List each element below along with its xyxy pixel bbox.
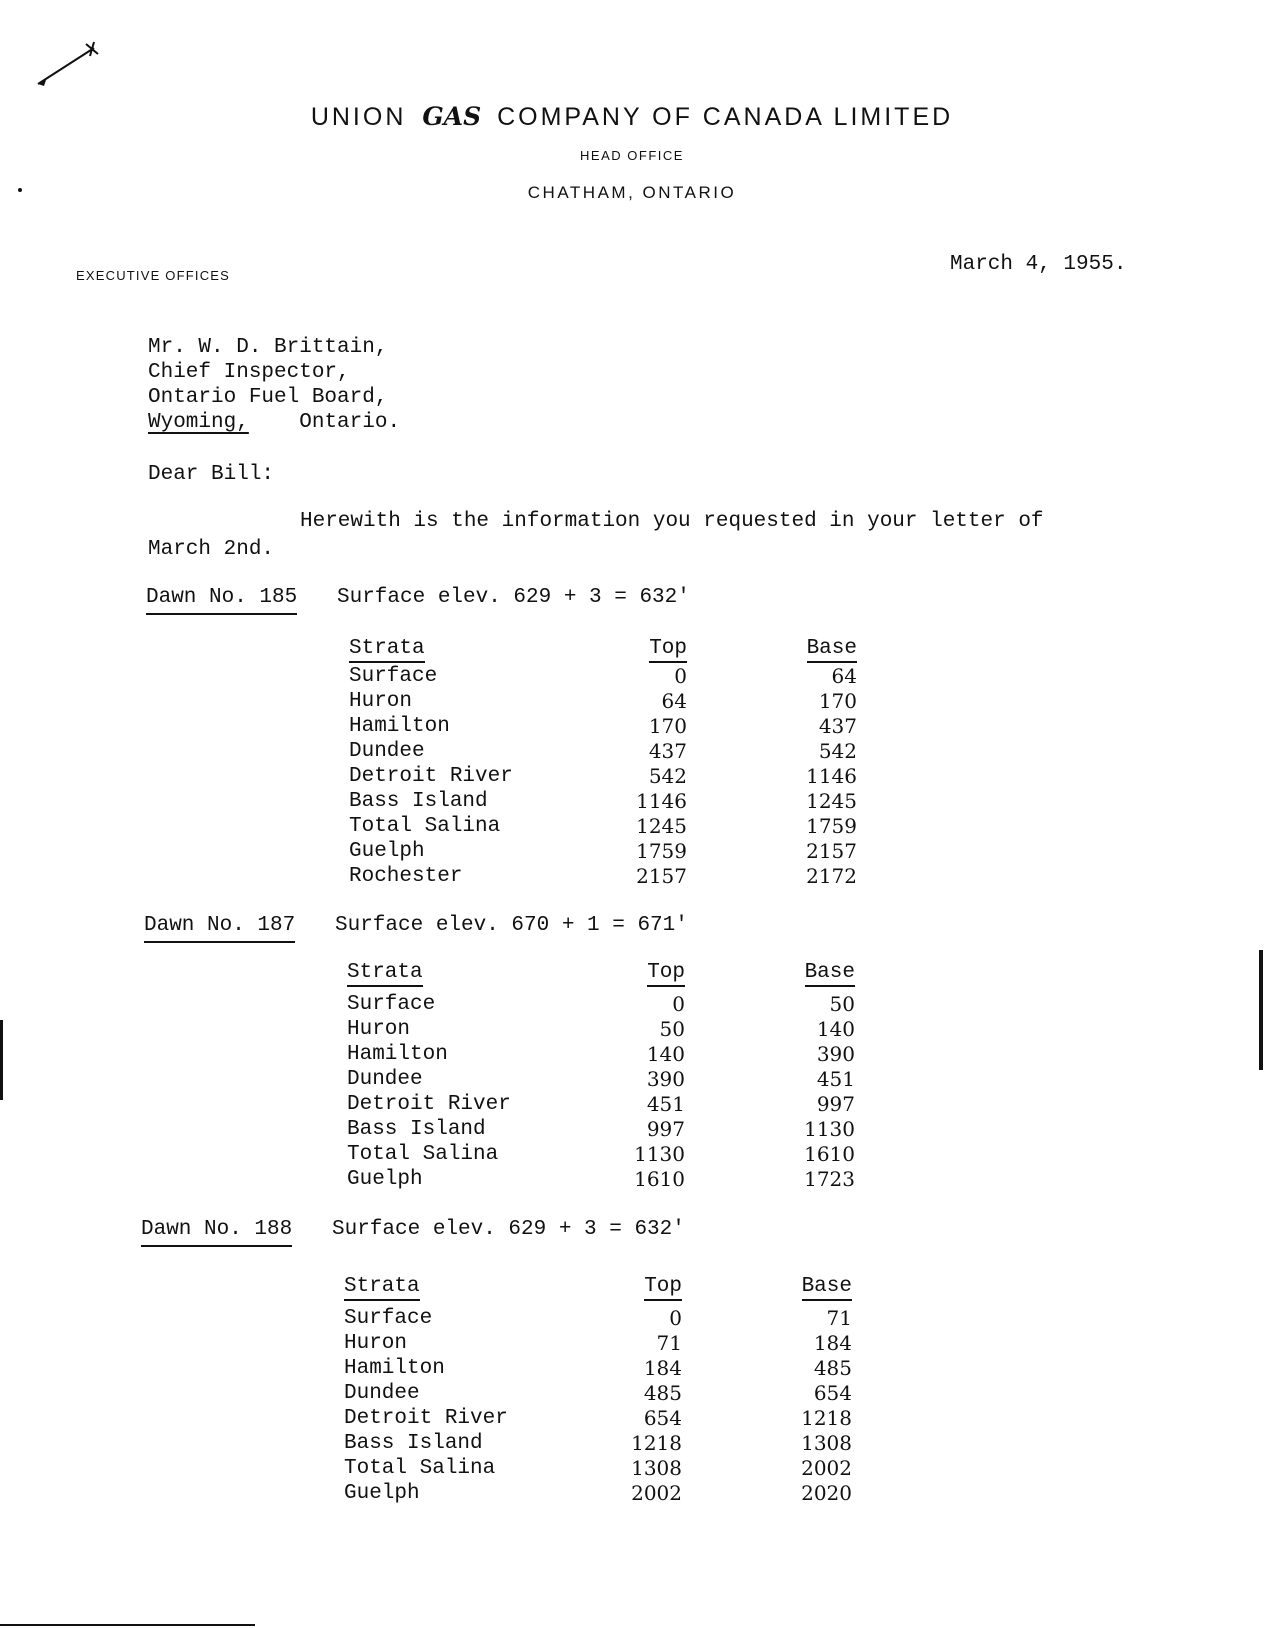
- surface-elevation-185: Surface elev. 629 + 3 = 632': [337, 586, 690, 609]
- table-row: [344, 1381, 852, 1406]
- strata-cell: Dundee: [344, 1382, 420, 1405]
- location-gap: [249, 411, 299, 434]
- body-line-1: Herewith is the information you requested in your letter of: [300, 510, 1044, 533]
- recipient-city: Wyoming,: [148, 411, 249, 434]
- base-cell: 437: [818, 714, 857, 738]
- top-cell: 390: [646, 1067, 685, 1091]
- base-cell: 1218: [801, 1406, 852, 1430]
- base-cell: 2002: [801, 1456, 852, 1480]
- company-logo: GAS: [422, 102, 482, 131]
- table-header: [349, 634, 857, 664]
- top-cell: 451: [646, 1092, 685, 1116]
- table-row: [344, 1406, 852, 1431]
- header-base: Base: [805, 961, 855, 987]
- base-cell: 50: [829, 992, 855, 1016]
- header-cell: [349, 634, 587, 664]
- header-top: Top: [644, 1275, 682, 1301]
- table-row: [349, 839, 857, 864]
- executive-offices-label: EXECUTIVE OFFICES: [76, 268, 231, 283]
- city-label: CHATHAM, ONTARIO: [527, 183, 737, 202]
- strata-cell: Detroit River: [347, 1093, 511, 1116]
- strata-cell: Detroit River: [349, 765, 513, 788]
- base-cell: 1723: [804, 1167, 855, 1191]
- header-cell: [685, 954, 855, 992]
- table-row: [347, 1167, 855, 1192]
- top-cell: 64: [661, 689, 687, 713]
- base-cell: 2020: [801, 1481, 852, 1505]
- base-cell: 71: [826, 1306, 852, 1330]
- well-title-187: Dawn No. 187: [144, 914, 295, 943]
- base-cell: 2157: [806, 839, 857, 863]
- header-strata: Strata: [347, 961, 423, 987]
- header-cell: [587, 634, 687, 664]
- strata-table-185: [349, 634, 857, 889]
- table-row: [344, 1331, 852, 1356]
- scan-edge-right: [1259, 950, 1263, 1070]
- salutation: Dear Bill:: [148, 463, 275, 486]
- well-title-185: Dawn No. 185: [146, 586, 297, 615]
- base-cell: 1610: [804, 1142, 855, 1166]
- header-base: Base: [802, 1275, 852, 1301]
- head-office-label: HEAD OFFICE: [580, 148, 684, 163]
- header-cell: [687, 634, 857, 664]
- top-cell: 1218: [631, 1431, 682, 1455]
- base-cell: 2172: [806, 864, 857, 888]
- strata-cell: Bass Island: [344, 1432, 483, 1455]
- strata-cell: Detroit River: [344, 1407, 508, 1430]
- table-row: [347, 1042, 855, 1067]
- table-header: [344, 1268, 852, 1306]
- top-cell: 2157: [636, 864, 687, 888]
- top-cell: 170: [648, 714, 687, 738]
- top-cell: 0: [669, 1306, 682, 1330]
- base-cell: 140: [816, 1017, 855, 1041]
- base-cell: 485: [813, 1356, 852, 1380]
- top-cell: 542: [648, 764, 687, 788]
- table-row: [349, 764, 857, 789]
- strata-cell: Surface: [344, 1307, 433, 1330]
- base-cell: 184: [813, 1331, 852, 1355]
- recipient-org: Ontario Fuel Board,: [148, 386, 388, 409]
- top-cell: 1130: [634, 1142, 685, 1166]
- base-cell: 1308: [801, 1431, 852, 1455]
- strata-table-188: [344, 1268, 852, 1506]
- recipient-location: [148, 411, 400, 434]
- header-cell: [582, 1268, 682, 1306]
- strata-cell: Huron: [347, 1018, 411, 1041]
- company-name: [0, 102, 1264, 132]
- table-header: [347, 954, 855, 992]
- strata-cell: Total Salina: [344, 1457, 496, 1480]
- header-cell: [344, 1268, 582, 1306]
- company-name-post: COMPANY OF CANADA LIMITED: [497, 103, 954, 131]
- strata-cell: Hamilton: [347, 1043, 448, 1066]
- strata-cell: Guelph: [344, 1482, 420, 1505]
- strata-cell: Dundee: [347, 1068, 423, 1091]
- header-strata: Strata: [344, 1275, 420, 1301]
- top-cell: 437: [648, 739, 687, 763]
- table-row: [344, 1306, 852, 1331]
- top-cell: 50: [659, 1017, 685, 1041]
- strata-cell: Rochester: [349, 865, 463, 888]
- strata-cell: Huron: [344, 1332, 408, 1355]
- top-cell: 997: [646, 1117, 685, 1141]
- table-row: [349, 689, 857, 714]
- strata-cell: Surface: [349, 665, 438, 688]
- top-cell: 2002: [631, 1481, 682, 1505]
- strata-cell: Hamilton: [344, 1357, 445, 1380]
- top-cell: 184: [643, 1356, 682, 1380]
- strata-cell: Total Salina: [347, 1143, 499, 1166]
- table-row: [344, 1356, 852, 1381]
- strata-cell: Hamilton: [349, 715, 450, 738]
- table-row: [349, 789, 857, 814]
- surface-elevation-188: Surface elev. 629 + 3 = 632': [332, 1218, 685, 1241]
- table-row: [347, 1142, 855, 1167]
- table-row: [349, 814, 857, 839]
- top-cell: 1610: [634, 1167, 685, 1191]
- base-cell: 451: [816, 1067, 855, 1091]
- header-cell: [585, 954, 685, 992]
- top-cell: 0: [674, 664, 687, 688]
- table-row: [349, 714, 857, 739]
- header-base: Base: [807, 637, 857, 663]
- header-top: Top: [647, 961, 685, 987]
- table-row: [344, 1456, 852, 1481]
- base-cell: 997: [816, 1092, 855, 1116]
- header-strata: Strata: [349, 637, 425, 663]
- scan-edge-bottom: [0, 1624, 255, 1626]
- strata-table-187: [347, 954, 855, 1192]
- header-cell: [682, 1268, 852, 1306]
- base-cell: 1245: [806, 789, 857, 813]
- strata-cell: Guelph: [349, 840, 425, 863]
- base-cell: 542: [818, 739, 857, 763]
- top-cell: 1759: [636, 839, 687, 863]
- letter-date: March 4, 1955.: [950, 253, 1127, 276]
- header-top: Top: [649, 637, 687, 663]
- top-cell: 485: [643, 1381, 682, 1405]
- company-name-pre: UNION: [310, 103, 407, 131]
- base-cell: 1146: [806, 764, 857, 788]
- base-cell: 64: [831, 664, 857, 688]
- table-row: [349, 664, 857, 689]
- table-row: [349, 739, 857, 764]
- strata-cell: Huron: [349, 690, 413, 713]
- scan-edge-left: [0, 1020, 3, 1100]
- surface-elevation-187: Surface elev. 670 + 1 = 671': [335, 914, 688, 937]
- strata-cell: Guelph: [347, 1168, 423, 1191]
- table-row: [347, 1092, 855, 1117]
- recipient-name: Mr. W. D. Brittain,: [148, 336, 388, 359]
- base-cell: 654: [813, 1381, 852, 1405]
- table-row: [347, 1117, 855, 1142]
- table-row: [349, 864, 857, 889]
- recipient-title: Chief Inspector,: [148, 361, 350, 384]
- well-title-188: Dawn No. 188: [141, 1218, 292, 1247]
- top-cell: 1308: [631, 1456, 682, 1480]
- strata-cell: Total Salina: [349, 815, 501, 838]
- table-row: [347, 1067, 855, 1092]
- top-cell: 654: [643, 1406, 682, 1430]
- table-row: [344, 1481, 852, 1506]
- table-row: [344, 1431, 852, 1456]
- top-cell: 1245: [636, 814, 687, 838]
- table-row: [347, 1017, 855, 1042]
- base-cell: 390: [816, 1042, 855, 1066]
- strata-cell: Bass Island: [347, 1118, 486, 1141]
- top-cell: 140: [646, 1042, 685, 1066]
- header-cell: [347, 954, 585, 992]
- strata-cell: Bass Island: [349, 790, 488, 813]
- strata-cell: Surface: [347, 993, 436, 1016]
- recipient-province: Ontario.: [299, 411, 401, 434]
- top-cell: 0: [672, 992, 685, 1016]
- base-cell: 1130: [804, 1117, 855, 1141]
- strata-cell: Dundee: [349, 740, 425, 763]
- body-line-2: March 2nd.: [148, 538, 275, 561]
- top-cell: 1146: [636, 789, 687, 813]
- top-cell: 71: [656, 1331, 682, 1355]
- base-cell: 170: [818, 689, 857, 713]
- table-row: [347, 992, 855, 1017]
- base-cell: 1759: [806, 814, 857, 838]
- pen-mark-icon: [36, 40, 106, 90]
